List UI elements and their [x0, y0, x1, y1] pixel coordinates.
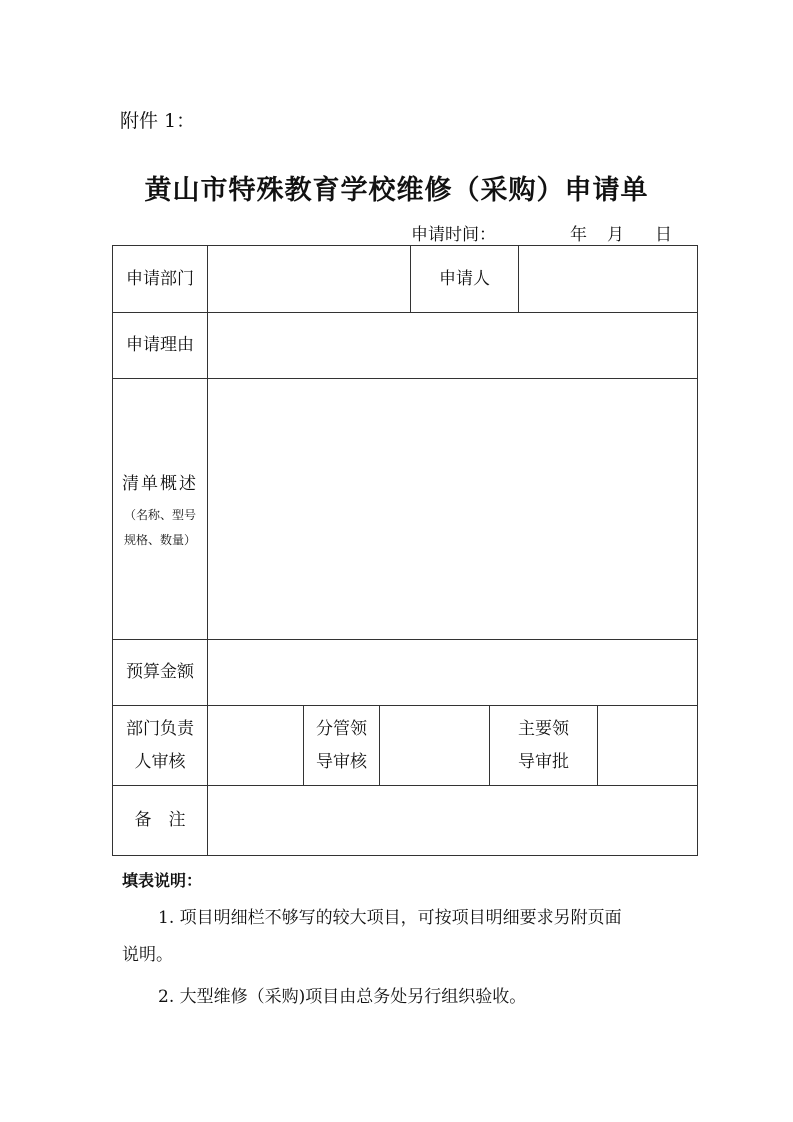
reason-field[interactable] [208, 313, 698, 379]
list-summary-hint-2: 规格、数量） [123, 533, 196, 548]
budget-field[interactable] [208, 640, 698, 706]
table-row [113, 640, 698, 706]
table-row [113, 786, 698, 856]
department-label: 申请部门 [113, 246, 208, 313]
instruction-item-1-continued: 说明。 [122, 945, 173, 965]
main-leader-approval-field[interactable] [598, 706, 698, 786]
page-title: 黄山市特殊教育学校维修（采购）申请单 [144, 175, 649, 206]
table-row [113, 246, 698, 313]
vice-leader-review-label [304, 706, 380, 786]
department-field[interactable] [208, 246, 411, 313]
instructions-title: 填表说明： [122, 871, 203, 890]
instruction-item-2: 2. 大型维修（采购)项目由总务处另行组织验收。 [158, 987, 527, 1007]
remarks-label: 备 注 [113, 786, 208, 856]
attachment-label: 附件 1： [120, 110, 196, 132]
instruction-item-1: 1. 项目明细栏不够写的较大项目，可按项目明细要求另附页面 [158, 908, 622, 928]
main-leader-approval-label [490, 706, 598, 786]
vice-leader-review-line1: 分管领 [316, 719, 367, 740]
dept-head-review-line1: 部门负责 [126, 719, 194, 740]
list-summary-label-cell [113, 379, 208, 640]
main-leader-approval-line1: 主要领 [518, 719, 570, 740]
main-leader-approval-line2: 导审批 [518, 751, 570, 772]
reason-label: 申请理由 [113, 313, 208, 379]
vice-leader-review-line2: 导审核 [316, 751, 367, 772]
date-year-label: 年 [570, 225, 587, 245]
dept-head-review-field[interactable] [208, 706, 304, 786]
vice-leader-review-field[interactable] [380, 706, 490, 786]
list-summary-label: 清单概述 [122, 473, 198, 494]
date-month-label: 月 [607, 225, 624, 245]
application-date-label: 申请时间： [411, 225, 496, 245]
list-summary-hint-1: （名称、型号 [123, 507, 196, 522]
budget-label: 预算金额 [113, 640, 208, 706]
applicant-label: 申请人 [411, 246, 519, 313]
dept-head-review-line2: 人审核 [134, 751, 186, 772]
applicant-field[interactable] [519, 246, 698, 313]
application-form-table [112, 245, 698, 856]
remarks-field[interactable] [208, 786, 698, 856]
table-row [113, 313, 698, 379]
list-summary-field[interactable] [208, 379, 698, 640]
application-date-line [0, 220, 793, 244]
table-row [113, 706, 698, 786]
dept-head-review-label [113, 706, 208, 786]
table-row [113, 379, 698, 640]
date-day-label: 日 [655, 225, 672, 245]
